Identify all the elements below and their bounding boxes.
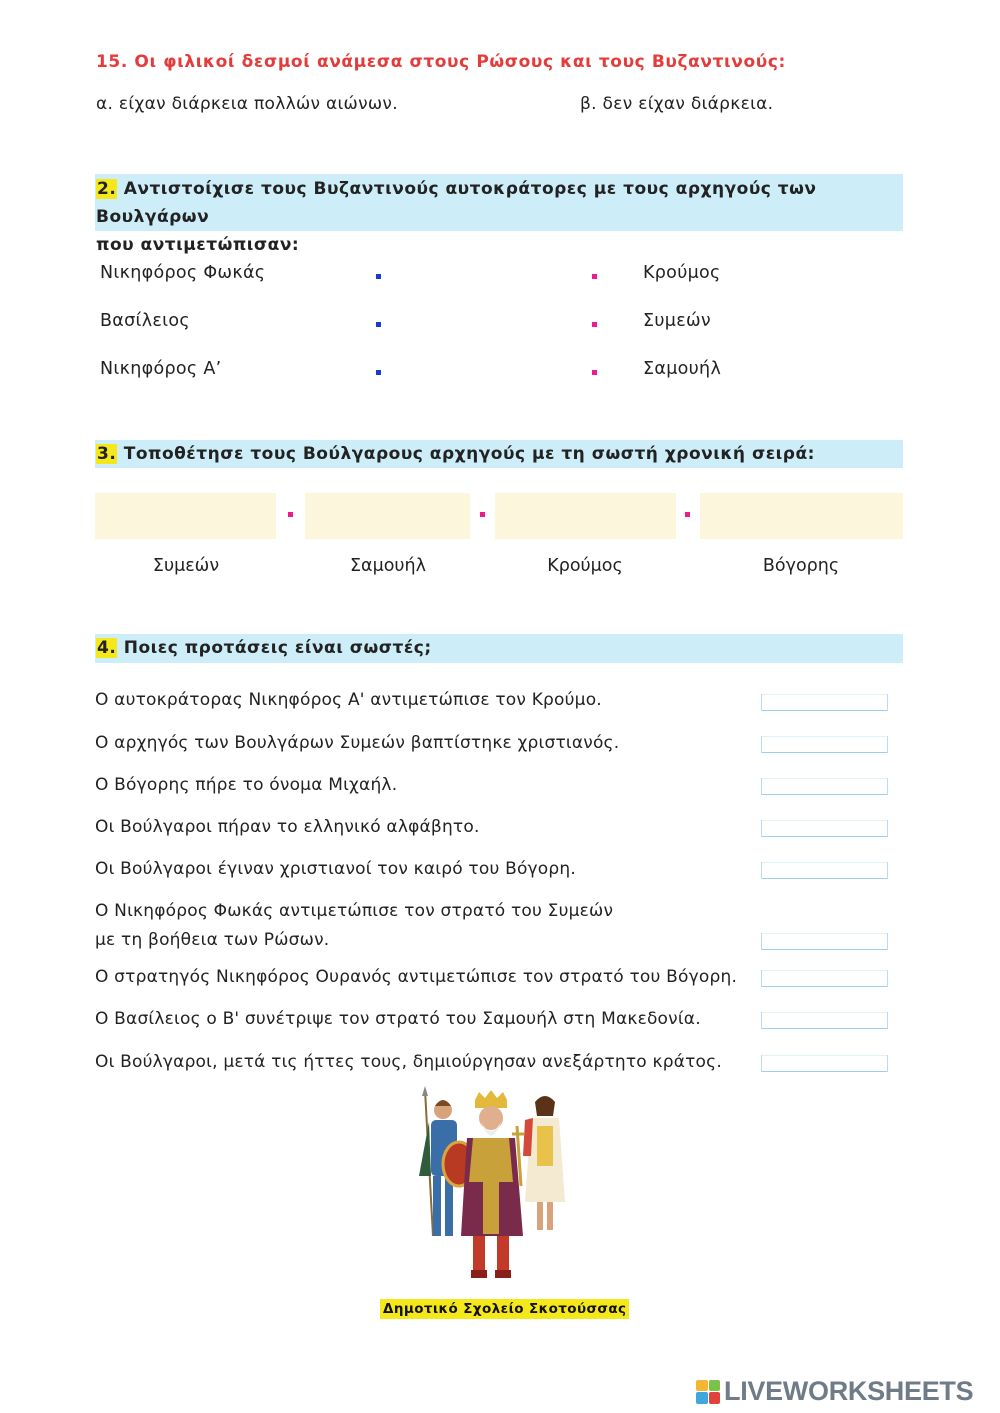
emperor-item: Νικηφόρος Φωκάς xyxy=(100,263,266,283)
liveworksheets-logo-icon xyxy=(696,1380,720,1404)
answer-box[interactable] xyxy=(761,1055,888,1072)
question-4-header xyxy=(95,634,903,663)
byzantine-figures-illustration xyxy=(413,1086,579,1294)
leader-item: Σαμουήλ xyxy=(643,359,722,379)
order-drop-zone-4[interactable] xyxy=(700,493,903,539)
answer-box[interactable] xyxy=(761,1012,888,1029)
option-b[interactable]: β. δεν είχαν διάρκεια. xyxy=(580,94,774,114)
question-4-text: Ποιες προτάσεις είναι σωστές; xyxy=(123,638,432,658)
question-2-text: Αντιστοίχισε τους Βυζαντινούς αυτοκράτορες με τους αρχηγούς των Βουλγάρων xyxy=(96,179,817,227)
question-3-number: 3. xyxy=(97,444,117,464)
statement-continued: με τη βοήθεια των Ρώσων. xyxy=(95,930,330,950)
order-drop-zone-1[interactable] xyxy=(95,493,276,539)
statement: Ο αυτοκράτορας Νικηφόρος Α' αντιμετώπισε τον Κρούμο. xyxy=(95,690,602,710)
question-4-number: 4. xyxy=(97,638,117,658)
brand-name: LIVEWORKSHEETS xyxy=(724,1376,974,1406)
emperor-item: Νικηφόρος Α’ xyxy=(100,359,222,379)
statement: Ο αρχηγός των Βουλγάρων Συμεών βαπτίστηκε χριστιανός. xyxy=(95,733,620,753)
leader-item: Συμεών xyxy=(643,311,712,331)
statement: Ο Νικηφόρος Φωκάς αντιμετώπισε τον στρατό του Συμεών xyxy=(95,901,614,921)
order-drop-zone-2[interactable] xyxy=(305,493,470,539)
school-name-label: Δημοτικό Σχολείο Σκοτούσσας xyxy=(380,1299,629,1319)
match-anchor-right[interactable] xyxy=(592,322,597,327)
match-anchor-right[interactable] xyxy=(592,274,597,279)
question-3-header xyxy=(95,440,903,468)
match-anchor-left[interactable] xyxy=(376,274,381,279)
statement: Ο Βασίλειος ο Β' συνέτριψε τον στρατό του Σαμουήλ στη Μακεδονία. xyxy=(95,1009,701,1029)
separator-dot xyxy=(288,512,293,517)
statement: Ο Βόγορης πήρε το όνομα Μιχαήλ. xyxy=(95,775,398,795)
emperor-item: Βασίλειος xyxy=(100,311,190,331)
match-anchor-right[interactable] xyxy=(592,370,597,375)
draggable-leader[interactable]: Βόγορης xyxy=(762,556,840,576)
statement: Ο στρατηγός Νικηφόρος Ουρανός αντιμετώπισε τον στρατό του Βόγορη. xyxy=(95,967,738,987)
answer-box[interactable] xyxy=(761,778,888,795)
answer-box[interactable] xyxy=(761,862,888,879)
draggable-leader[interactable]: Συμεών xyxy=(152,556,220,576)
order-drop-zone-3[interactable] xyxy=(495,493,676,539)
statement: Οι Βούλγαροι, μετά τις ήττες τους, δημιούργησαν ανεξάρτητο κράτος. xyxy=(95,1052,722,1072)
answer-box[interactable] xyxy=(761,694,888,711)
separator-dot xyxy=(685,512,690,517)
question-2-line2: που αντιμετώπισαν: xyxy=(96,235,300,255)
option-a[interactable]: α. είχαν διάρκεια πολλών αιώνων. xyxy=(96,94,398,114)
question-2-line1 xyxy=(95,174,903,231)
answer-box[interactable] xyxy=(761,820,888,837)
answer-box[interactable] xyxy=(761,736,888,753)
statement: Οι Βούλγαροι πήραν το ελληνικό αλφάβητο. xyxy=(95,817,480,837)
draggable-leader[interactable]: Κρούμος xyxy=(547,556,623,576)
question-15-title: 15. Οι φιλικοί δεσμοί ανάμεσα στους Ρώσους και τους Βυζαντινούς: xyxy=(96,52,786,72)
liveworksheets-brand[interactable] xyxy=(696,1376,973,1407)
leader-item: Κρούμος xyxy=(643,263,721,283)
separator-dot xyxy=(480,512,485,517)
question-3-text: Τοποθέτησε τους Βούλγαρους αρχηγούς με τη σωστή χρονική σειρά: xyxy=(123,444,815,464)
match-anchor-left[interactable] xyxy=(376,322,381,327)
statement: Οι Βούλγαροι έγιναν χριστιανοί τον καιρό του Βόγορη. xyxy=(95,859,576,879)
question-2-number: 2. xyxy=(97,179,117,199)
answer-box[interactable] xyxy=(761,933,888,950)
draggable-leader[interactable]: Σαμουήλ xyxy=(349,556,426,576)
answer-box[interactable] xyxy=(761,970,888,987)
match-anchor-left[interactable] xyxy=(376,370,381,375)
question-2-header xyxy=(95,174,903,255)
